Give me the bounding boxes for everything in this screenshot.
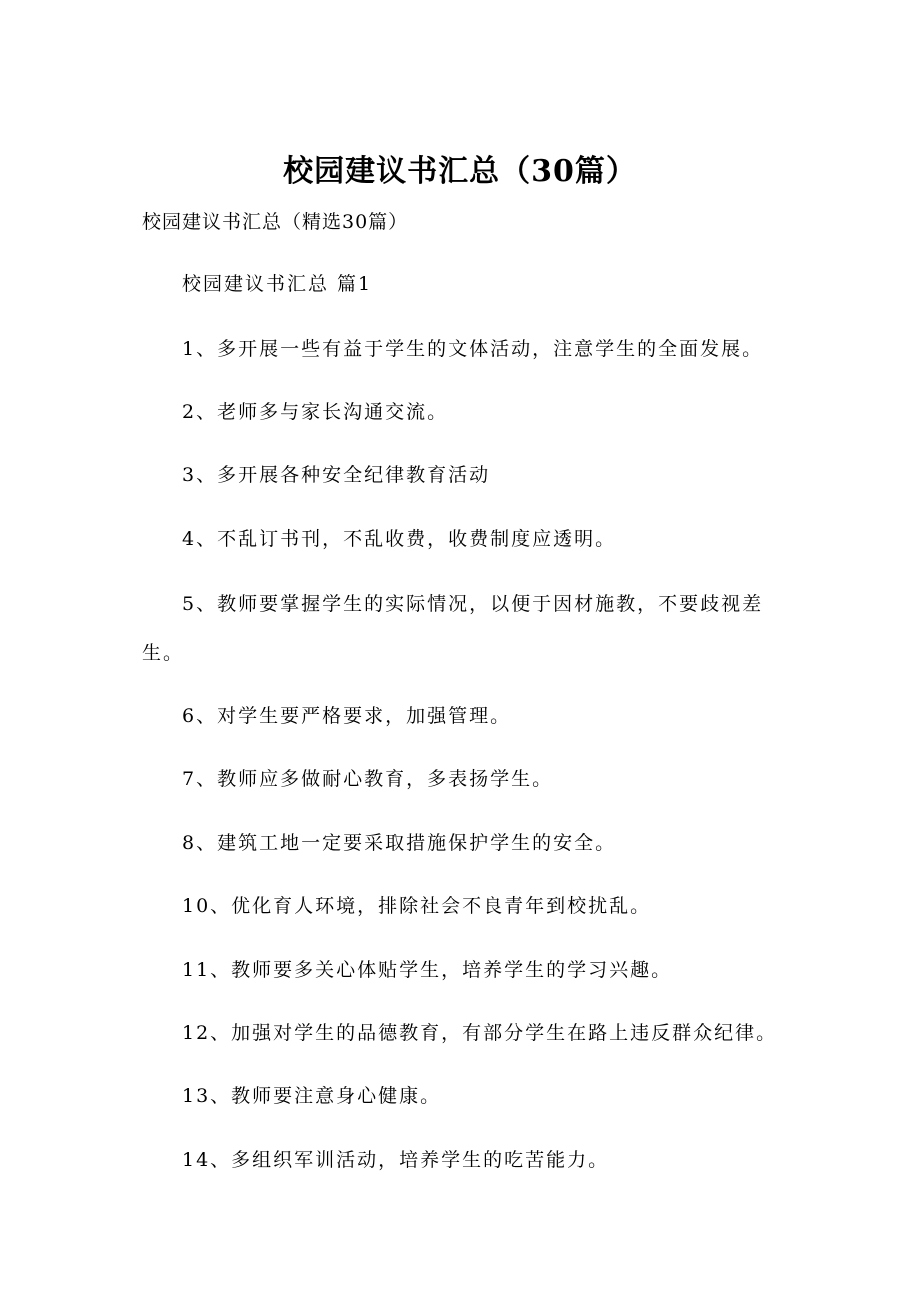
list-item: 11、教师要多关心体贴学生，培养学生的学习兴趣。 (182, 959, 673, 981)
list-item: 7、教师应多做耐心教育，多表扬学生。 (182, 768, 554, 790)
list-item: 5、教师要掌握学生的实际情况，以便于因材施教，不要歧视差 (182, 593, 764, 615)
page-title: 校园建议书汇总（30篇） (283, 154, 637, 189)
list-item: 6、对学生要严格要求，加强管理。 (182, 705, 512, 727)
section-heading: 校园建议书汇总 篇1 (182, 273, 373, 295)
list-item: 8、建筑工地一定要采取措施保护学生的安全。 (182, 832, 617, 854)
list-item: 3、多开展各种安全纪律教育活动 (182, 464, 491, 486)
list-item: 2、老师多与家长沟通交流。 (182, 401, 449, 423)
list-item: 12、加强对学生的品德教育，有部分学生在路上违反群众纪律。 (182, 1022, 778, 1044)
list-item: 13、教师要注意身心健康。 (182, 1085, 442, 1107)
list-item: 4、不乱订书刊，不乱收费，收费制度应透明。 (182, 528, 617, 550)
list-item: 10、优化育人环境，排除社会不良青年到校扰乱。 (182, 895, 652, 917)
list-item-continuation: 生。 (142, 642, 185, 664)
list-item: 14、多组织军训活动，培养学生的吃苦能力。 (182, 1149, 610, 1171)
list-item: 1、多开展一些有益于学生的文体活动，注意学生的全面发展。 (182, 338, 764, 360)
subtitle: 校园建议书汇总（精选30篇） (142, 211, 409, 233)
